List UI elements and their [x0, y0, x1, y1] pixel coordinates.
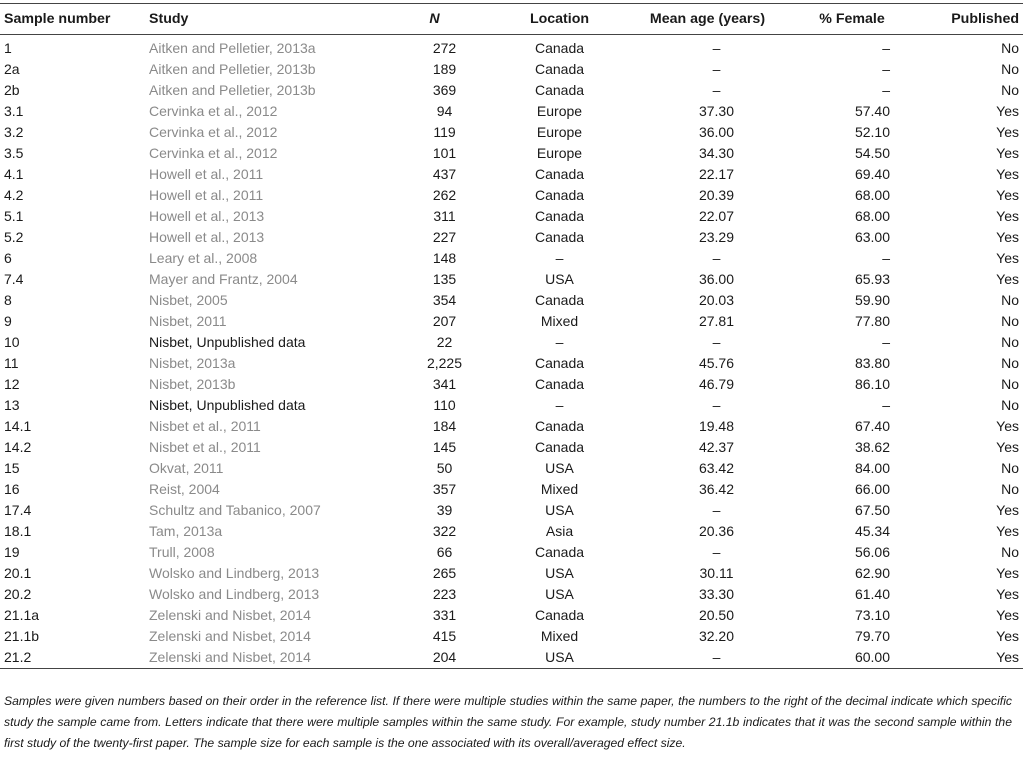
- cell-study: Nisbet, 2005: [149, 291, 228, 308]
- table-row: [0, 268, 1023, 289]
- cell-study: Mayer and Frantz, 2004: [149, 270, 298, 287]
- cell-percent-female: 56.06: [854, 543, 890, 560]
- cell-published: No: [1001, 375, 1019, 392]
- cell-n: 265: [432, 564, 457, 581]
- cell-sample-number: 7.4: [4, 270, 24, 287]
- cell-location: Canada: [534, 375, 585, 392]
- cell-mean-age: –: [712, 60, 721, 77]
- table-row: [0, 142, 1023, 163]
- cell-mean-age: –: [712, 39, 721, 56]
- cell-published: Yes: [996, 123, 1019, 140]
- cell-percent-female: 45.34: [854, 522, 890, 539]
- cell-n: 272: [432, 39, 457, 56]
- cell-mean-age: –: [712, 81, 721, 98]
- cell-sample-number: 8: [4, 291, 12, 308]
- samples-table: [0, 3, 1023, 669]
- cell-percent-female: 67.40: [854, 417, 890, 434]
- cell-sample-number: 11: [4, 354, 19, 371]
- cell-percent-female: 52.10: [854, 123, 890, 140]
- cell-published: No: [1001, 333, 1019, 350]
- cell-location: Canada: [534, 165, 585, 182]
- cell-mean-age: 23.29: [698, 228, 735, 245]
- cell-n: 110: [433, 396, 456, 413]
- cell-mean-age: 20.50: [698, 606, 735, 623]
- table-row: [0, 478, 1023, 499]
- cell-location: Canada: [534, 543, 585, 560]
- table-row: [0, 35, 1023, 59]
- cell-n: 135: [432, 270, 457, 287]
- col-header-sample-number: Sample number: [0, 4, 149, 35]
- cell-study: Nisbet, 2013a: [149, 354, 236, 371]
- cell-n: 101: [432, 144, 457, 161]
- cell-percent-female: –: [882, 60, 890, 77]
- header-row: [0, 4, 1023, 35]
- cell-percent-female: 68.00: [854, 207, 890, 224]
- cell-location: USA: [545, 585, 574, 602]
- table-row: [0, 436, 1023, 457]
- cell-published: Yes: [996, 249, 1019, 266]
- cell-location: Asia: [545, 522, 574, 539]
- cell-mean-age: 33.30: [698, 585, 735, 602]
- col-header-study: Study: [149, 4, 377, 35]
- cell-study: Howell et al., 2013: [149, 207, 265, 224]
- cell-n: 341: [432, 375, 457, 392]
- cell-published: Yes: [996, 270, 1019, 287]
- cell-study: Okvat, 2011: [149, 459, 224, 476]
- cell-location: Canada: [534, 39, 585, 56]
- cell-mean-age: 20.03: [698, 291, 735, 308]
- cell-percent-female: 77.80: [854, 312, 890, 329]
- cell-location: Canada: [534, 81, 585, 98]
- cell-mean-age: 36.42: [698, 480, 735, 497]
- cell-study: Trull, 2008: [149, 543, 215, 560]
- cell-percent-female: 67.50: [854, 501, 890, 518]
- cell-sample-number: 16: [4, 480, 20, 497]
- cell-published: No: [1001, 459, 1019, 476]
- cell-mean-age: –: [627, 646, 788, 669]
- table-row: [0, 583, 1023, 604]
- cell-location: USA: [545, 501, 574, 518]
- cell-percent-female: 57.40: [854, 102, 890, 119]
- cell-mean-age: 20.39: [698, 186, 735, 203]
- cell-mean-age: –: [712, 333, 721, 350]
- cell-location: Mixed: [540, 480, 579, 497]
- cell-mean-age: 32.20: [698, 627, 735, 644]
- cell-published: No: [1001, 396, 1019, 413]
- cell-sample-number: 1: [4, 39, 12, 56]
- cell-sample-number: 21.1b: [4, 627, 40, 644]
- cell-study: Leary et al., 2008: [149, 249, 258, 266]
- cell-mean-age: 30.11: [699, 564, 734, 581]
- cell-study: Nisbet, Unpublished data: [149, 333, 306, 350]
- cell-study: Zelenski and Nisbet, 2014: [149, 646, 377, 669]
- cell-published: Yes: [996, 102, 1019, 119]
- cell-percent-female: 86.10: [854, 375, 890, 392]
- table-row: [0, 415, 1023, 436]
- cell-sample-number: 21.2: [0, 646, 149, 669]
- cell-study: Nisbet, 2011: [149, 312, 227, 329]
- table-row: [0, 646, 1023, 669]
- cell-mean-age: –: [712, 501, 721, 518]
- cell-percent-female: –: [882, 333, 890, 350]
- cell-sample-number: 20.2: [4, 585, 32, 602]
- cell-sample-number: 20.1: [4, 564, 32, 581]
- cell-sample-number: 10: [4, 333, 20, 350]
- cell-n: 50: [436, 459, 453, 476]
- cell-percent-female: 68.00: [854, 186, 890, 203]
- cell-sample-number: 14.1: [4, 417, 32, 434]
- cell-published: Yes: [996, 438, 1019, 455]
- cell-n: 184: [432, 417, 457, 434]
- table-body: [0, 35, 1023, 669]
- cell-location: Mixed: [540, 312, 579, 329]
- cell-mean-age: 22.07: [698, 207, 735, 224]
- cell-sample-number: 3.1: [4, 102, 24, 119]
- cell-sample-number: 15: [4, 459, 20, 476]
- cell-percent-female: 79.70: [854, 627, 890, 644]
- cell-location: Canada: [534, 417, 585, 434]
- cell-study: Nisbet et al., 2011: [149, 417, 261, 434]
- cell-location: Canada: [534, 291, 585, 308]
- cell-sample-number: 6: [4, 249, 12, 266]
- cell-n: 354: [432, 291, 457, 308]
- cell-published: Yes: [996, 522, 1019, 539]
- table-row: [0, 394, 1023, 415]
- cell-n: 437: [432, 165, 457, 182]
- cell-sample-number: 19: [4, 543, 20, 560]
- cell-location: Canada: [534, 354, 585, 371]
- table-row: [0, 604, 1023, 625]
- table-row: [0, 373, 1023, 394]
- cell-percent-female: –: [882, 39, 890, 56]
- table-row: [0, 100, 1023, 121]
- cell-study: Howell et al., 2011: [149, 165, 264, 182]
- col-header-mean-age: Mean age (years): [627, 4, 788, 35]
- cell-sample-number: 2b: [4, 81, 20, 98]
- cell-n: 94: [436, 102, 453, 119]
- cell-published: Yes: [996, 501, 1019, 518]
- cell-percent-female: 69.40: [854, 165, 890, 182]
- table-row: [0, 520, 1023, 541]
- table-footnote: Samples were given numbers based on their order in the reference list. If there were multiple studies within the same paper, the numbers to the right of the decimal indicate which specific study the sample came from. Letters indicate that there were multiple samples within the same study. For example, study number 21.1b indicates that it was the second sample within the first study of the twenty-first paper. The sample size for each sample is the one associated with its overall/averaged effect size.: [4, 694, 1012, 750]
- cell-n: 415: [432, 627, 457, 644]
- cell-n: 369: [432, 81, 457, 98]
- cell-sample-number: 2a: [4, 60, 20, 77]
- cell-location: Canada: [534, 207, 585, 224]
- cell-n: 119: [433, 123, 456, 140]
- col-header-location: Location: [492, 4, 627, 35]
- cell-location: Canada: [534, 228, 585, 245]
- cell-study: Aitken and Pelletier, 2013b: [149, 60, 316, 77]
- table-row: [0, 121, 1023, 142]
- cell-published: Yes: [996, 144, 1019, 161]
- cell-location: Canada: [534, 60, 585, 77]
- table-row: [0, 331, 1023, 352]
- cell-location: USA: [545, 270, 574, 287]
- cell-study: Reist, 2004: [149, 480, 220, 497]
- cell-mean-age: –: [712, 249, 721, 266]
- cell-study: Schultz and Tabanico, 2007: [149, 501, 321, 518]
- cell-n: 189: [432, 60, 457, 77]
- cell-published: Yes: [996, 585, 1019, 602]
- cell-study: Wolsko and Lindberg, 2013: [149, 564, 320, 581]
- cell-mean-age: 19.48: [698, 417, 735, 434]
- cell-location: Europe: [536, 102, 583, 119]
- cell-location: Canada: [534, 606, 585, 623]
- table-row: [0, 205, 1023, 226]
- cell-published: Yes: [996, 564, 1019, 581]
- cell-study: Nisbet, 2013b: [149, 375, 236, 392]
- cell-n: 204: [377, 646, 492, 669]
- col-header-published: Published: [916, 4, 1023, 35]
- cell-mean-age: 63.42: [698, 459, 735, 476]
- cell-sample-number: 3.5: [4, 144, 24, 161]
- cell-n: 66: [436, 543, 453, 560]
- cell-location: USA: [545, 459, 574, 476]
- cell-study: Nisbet, Unpublished data: [149, 396, 306, 413]
- cell-location: USA: [545, 564, 574, 581]
- cell-study: Aitken and Pelletier, 2013b: [149, 81, 316, 98]
- table-row: [0, 562, 1023, 583]
- col-header-n: N: [377, 4, 492, 35]
- cell-n: 322: [432, 522, 457, 539]
- cell-study: Howell et al., 2013: [149, 228, 265, 245]
- cell-percent-female: 61.40: [854, 585, 890, 602]
- cell-percent-female: 62.90: [854, 564, 890, 581]
- table-row: [0, 541, 1023, 562]
- table-row: [0, 79, 1023, 100]
- table-row: [0, 625, 1023, 646]
- cell-mean-age: 20.36: [698, 522, 735, 539]
- cell-n: 2,225: [426, 354, 463, 371]
- cell-published: Yes: [996, 627, 1019, 644]
- cell-sample-number: 3.2: [4, 123, 24, 140]
- table-row: [0, 289, 1023, 310]
- cell-mean-age: –: [712, 396, 721, 413]
- cell-percent-female: 63.00: [854, 228, 890, 245]
- cell-study: Cervinka et al., 2012: [149, 144, 278, 161]
- cell-sample-number: 21.1a: [4, 606, 40, 623]
- cell-percent-female: 83.80: [854, 354, 890, 371]
- table-row: [0, 247, 1023, 268]
- cell-n: 22: [436, 333, 453, 350]
- cell-n: 311: [433, 207, 456, 224]
- table-row: [0, 163, 1023, 184]
- cell-published: Yes: [996, 207, 1019, 224]
- cell-n: 207: [432, 312, 457, 329]
- table-row: [0, 226, 1023, 247]
- cell-percent-female: 60.00: [788, 646, 916, 669]
- cell-location: –: [555, 333, 564, 350]
- cell-n: 148: [432, 249, 457, 266]
- table-row: [0, 58, 1023, 79]
- cell-location: Canada: [534, 438, 585, 455]
- cell-study: Wolsko and Lindberg, 2013: [149, 585, 320, 602]
- cell-percent-female: 65.93: [854, 270, 890, 287]
- cell-sample-number: 4.2: [4, 186, 24, 203]
- cell-location: Mixed: [540, 627, 579, 644]
- cell-published: No: [1001, 81, 1019, 98]
- cell-sample-number: 4.1: [4, 165, 24, 182]
- cell-n: 331: [432, 606, 457, 623]
- cell-mean-age: 36.00: [698, 123, 735, 140]
- cell-n: 223: [432, 585, 457, 602]
- cell-location: Europe: [536, 123, 583, 140]
- cell-published: Yes: [996, 165, 1019, 182]
- cell-study: Aitken and Pelletier, 2013a: [149, 39, 316, 56]
- cell-percent-female: –: [882, 249, 890, 266]
- cell-mean-age: 27.81: [698, 312, 735, 329]
- cell-published: No: [1001, 60, 1019, 77]
- cell-n: 262: [432, 186, 457, 203]
- cell-n: 357: [432, 480, 457, 497]
- cell-published: No: [1001, 39, 1019, 56]
- cell-sample-number: 5.1: [4, 207, 24, 224]
- cell-location: Europe: [536, 144, 583, 161]
- cell-sample-number: 14.2: [4, 438, 32, 455]
- cell-mean-age: 36.00: [698, 270, 735, 287]
- cell-mean-age: 22.17: [698, 165, 735, 182]
- cell-study: Howell et al., 2011: [149, 186, 264, 203]
- cell-sample-number: 9: [4, 312, 12, 329]
- cell-sample-number: 18.1: [4, 522, 32, 539]
- cell-mean-age: 42.37: [698, 438, 735, 455]
- table-row: [0, 184, 1023, 205]
- cell-published: Yes: [996, 228, 1019, 245]
- cell-study: Cervinka et al., 2012: [149, 123, 278, 140]
- cell-sample-number: 5.2: [4, 228, 24, 245]
- cell-study: Nisbet et al., 2011: [149, 438, 261, 455]
- cell-percent-female: 66.00: [854, 480, 890, 497]
- col-header-percent-female: % Female: [788, 4, 916, 35]
- cell-published: Yes: [916, 646, 1023, 669]
- cell-percent-female: 54.50: [854, 144, 890, 161]
- cell-location: –: [555, 249, 564, 266]
- cell-study: Zelenski and Nisbet, 2014: [149, 627, 311, 644]
- cell-percent-female: 38.62: [854, 438, 890, 455]
- cell-published: Yes: [996, 186, 1019, 203]
- cell-location: –: [555, 396, 564, 413]
- cell-mean-age: 45.76: [698, 354, 735, 371]
- cell-published: No: [1001, 543, 1019, 560]
- cell-published: No: [1001, 354, 1019, 371]
- cell-mean-age: 37.30: [698, 102, 735, 119]
- cell-sample-number: 12: [4, 375, 20, 392]
- cell-percent-female: –: [882, 396, 890, 413]
- cell-published: No: [1001, 480, 1019, 497]
- cell-percent-female: 73.10: [854, 606, 890, 623]
- cell-sample-number: 17.4: [4, 501, 32, 518]
- cell-n: 227: [432, 228, 457, 245]
- table-row: [0, 310, 1023, 331]
- cell-published: Yes: [996, 417, 1019, 434]
- cell-location: USA: [492, 646, 627, 669]
- cell-published: Yes: [996, 606, 1019, 623]
- cell-n: 39: [436, 501, 453, 518]
- cell-location: Canada: [534, 186, 585, 203]
- cell-n: 145: [432, 438, 457, 455]
- cell-study: Cervinka et al., 2012: [149, 102, 278, 119]
- cell-mean-age: 34.30: [698, 144, 735, 161]
- cell-percent-female: 59.90: [854, 291, 890, 308]
- cell-published: No: [1001, 291, 1019, 308]
- cell-published: No: [1001, 312, 1019, 329]
- table-row: [0, 499, 1023, 520]
- table-row: [0, 457, 1023, 478]
- cell-percent-female: –: [882, 81, 890, 98]
- cell-study: Zelenski and Nisbet, 2014: [149, 606, 311, 623]
- cell-percent-female: 84.00: [854, 459, 890, 476]
- cell-study: Tam, 2013a: [149, 522, 223, 539]
- cell-mean-age: –: [712, 543, 721, 560]
- cell-sample-number: 13: [4, 396, 20, 413]
- table-row: [0, 352, 1023, 373]
- cell-mean-age: 46.79: [698, 375, 735, 392]
